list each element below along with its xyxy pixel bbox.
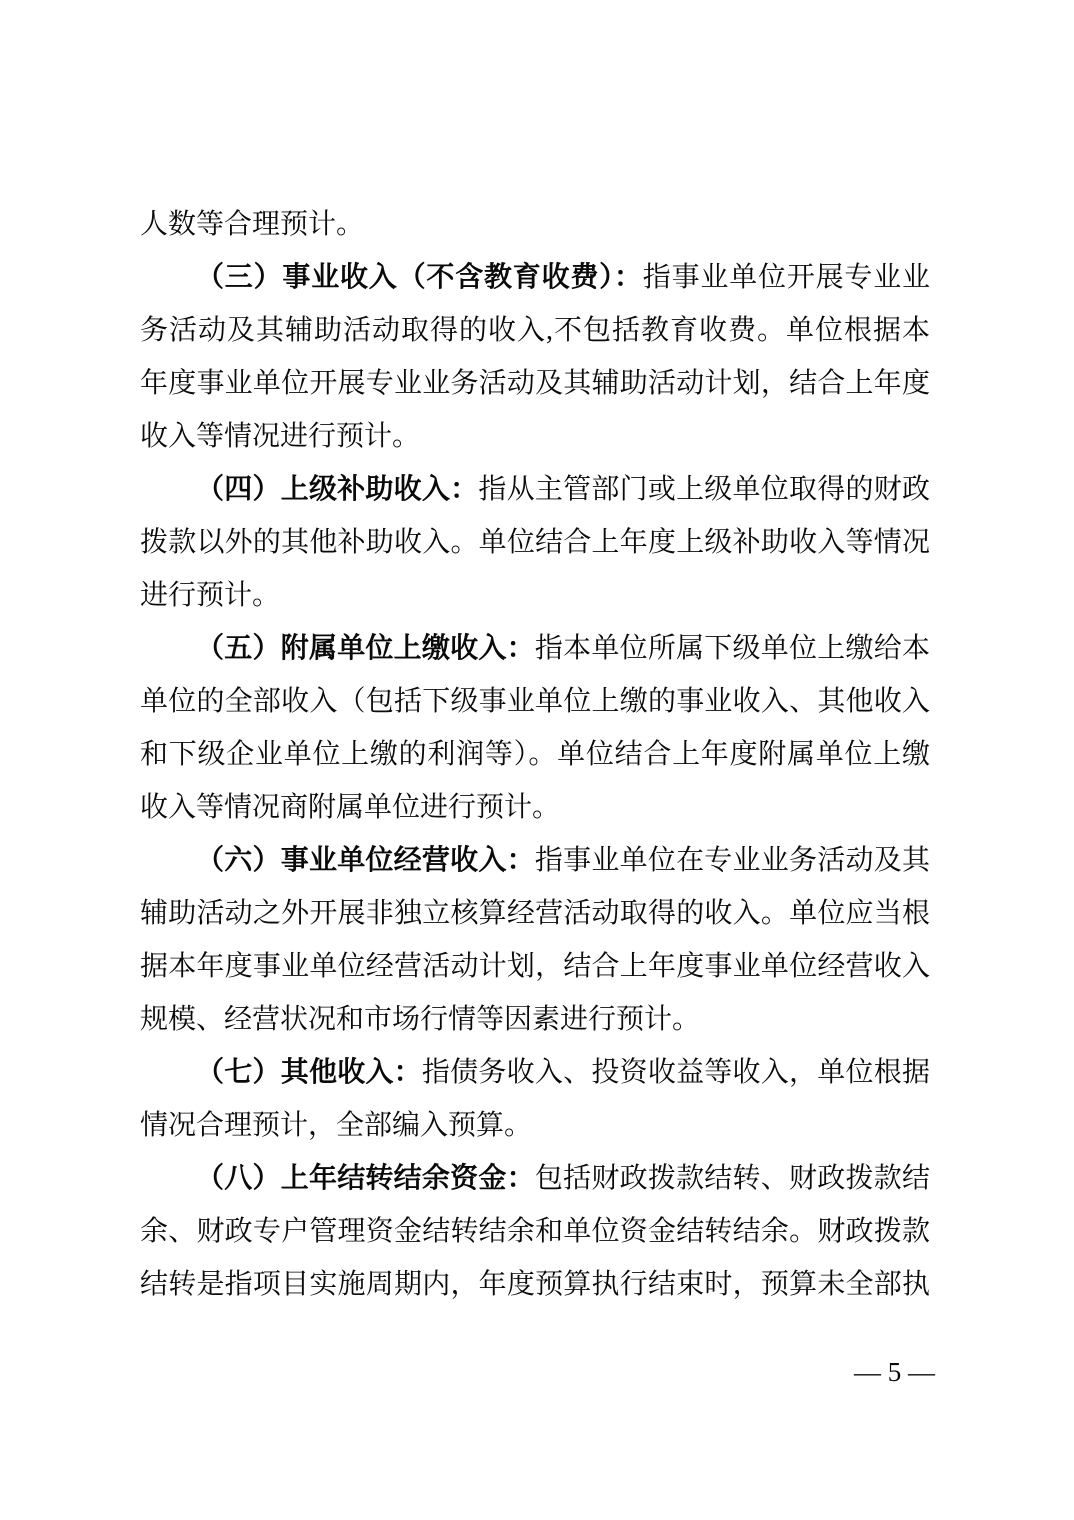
paragraph [140, 463, 930, 622]
text-line: 人数等合理预计。 [140, 209, 365, 240]
text-line: 单位的全部收入（包括下级事业单位上缴的事业收入、其他收入 [140, 686, 930, 717]
paragraph-heading: （四）上级补助收入： [196, 474, 479, 505]
text-line: 和下级企业单位上缴的利润等）。单位结合上年度附属单位上缴 [140, 739, 930, 770]
paragraph-heading: （七）其他收入： [196, 1057, 422, 1088]
text-line: （八）上年结转结余资金：包括财政拨款结转、财政拨款结 [196, 1163, 930, 1194]
text-line: 收入等情况商附属单位进行预计。 [140, 792, 561, 823]
document-body [140, 198, 930, 1311]
text-line: （五）附属单位上缴收入：指本单位所属下级单位上缴给本 [196, 633, 930, 664]
text-line: （六）事业单位经营收入：指事业单位在专业业务活动及其 [196, 845, 930, 876]
paragraph-heading: （八）上年结转结余资金： [196, 1163, 535, 1194]
text-line: （七）其他收入：指债务收入、投资收益等收入，单位根据 [196, 1057, 930, 1088]
text-line: 收入等情况进行预计。 [140, 421, 421, 452]
page-number: — 5 — [854, 1357, 935, 1387]
paragraph [140, 198, 930, 251]
paragraph-heading: （六）事业单位经营收入： [196, 845, 535, 876]
text-line: 年度事业单位开展专业业务活动及其辅助活动计划，结合上年度 [140, 368, 930, 399]
text-line: 进行预计。 [140, 580, 281, 611]
paragraph-heading: （三）事业收入（不含教育收费）： [196, 262, 643, 293]
paragraph [140, 622, 930, 834]
paragraph-heading: （五）附属单位上缴收入： [196, 633, 535, 664]
paragraph [140, 1152, 930, 1311]
text-line: 拨款以外的其他补助收入。单位结合上年度上级补助收入等情况 [140, 527, 930, 558]
text-line: 务活动及其辅助活动取得的收入,不包括教育收费。单位根据本 [140, 315, 930, 346]
paragraph [140, 251, 930, 463]
text-line: 情况合理预计，全部编入预算。 [140, 1110, 533, 1141]
text-line: （四）上级补助收入：指从主管部门或上级单位取得的财政 [196, 474, 930, 505]
text-line: （三）事业收入（不含教育收费）：指事业单位开展专业业 [196, 262, 930, 293]
text-line: 结转是指项目实施周期内，年度预算执行结束时，预算未全部执 [140, 1269, 930, 1300]
paragraph [140, 1046, 930, 1152]
paragraph [140, 834, 930, 1046]
text-line: 据本年度事业单位经营活动计划，结合上年度事业单位经营收入 [140, 951, 930, 982]
text-line: 辅助活动之外开展非独立核算经营活动取得的收入。单位应当根 [140, 898, 930, 929]
text-line: 余、财政专户管理资金结转结余和单位资金结转结余。财政拨款 [140, 1216, 930, 1247]
text-line: 规模、经营状况和市场行情等因素进行预计。 [140, 1004, 701, 1035]
